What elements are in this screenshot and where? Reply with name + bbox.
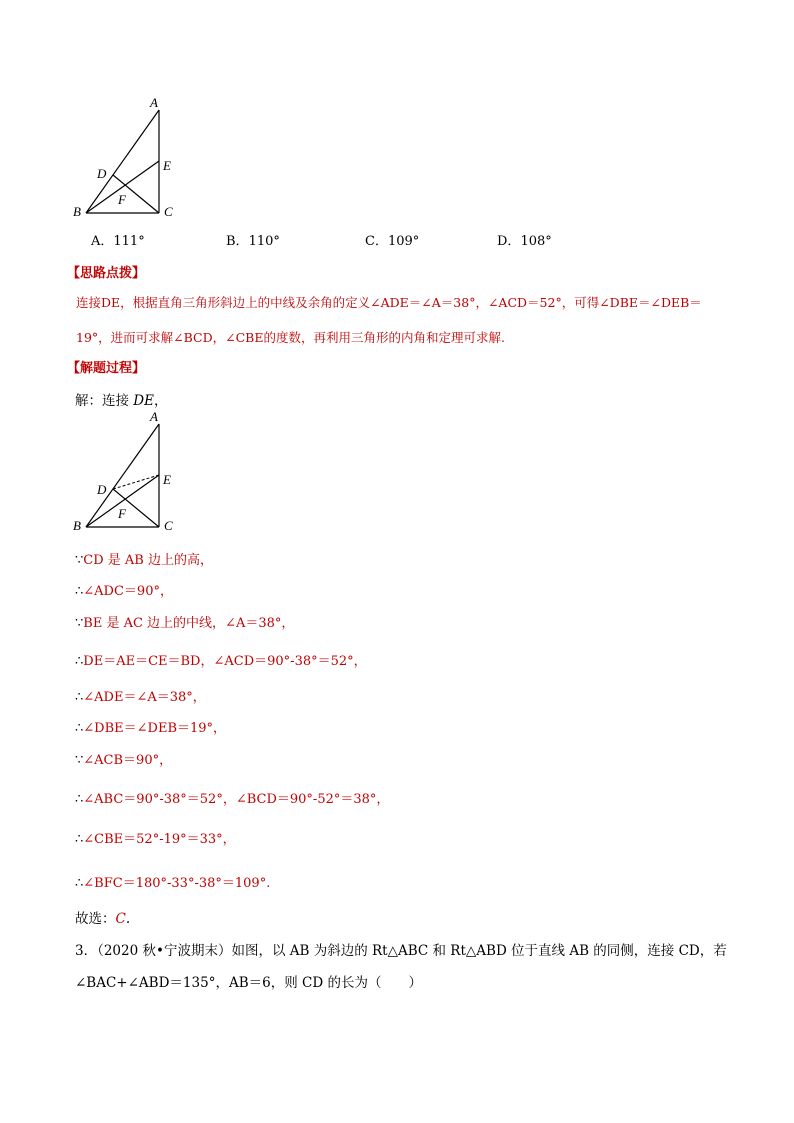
solution-heading: 【解题过程】 xyxy=(67,361,146,376)
solution-step: ∴∠DBE＝∠DEB＝19°， xyxy=(75,721,227,736)
solution-step: ∴∠ABC＝90°-38°＝52°，∠BCD＝90°-52°＝38°， xyxy=(75,792,390,807)
solution-step: ∵∠ACB＝90°， xyxy=(75,753,173,768)
label-d: D xyxy=(97,482,107,497)
label-a: A xyxy=(150,409,158,424)
label-c: C xyxy=(164,204,173,219)
solution-step: ∴∠ADC＝90°， xyxy=(75,584,173,599)
question-3-line-2: ∠BAC+∠ABD＝135°，AB＝6，则 CD 的长为（ ） xyxy=(75,975,422,991)
solution-step: ∴∠ADE＝∠A＝38°， xyxy=(75,690,206,705)
label-b: B xyxy=(73,518,81,533)
option-d: D．108° xyxy=(497,234,552,249)
option-c: C．109° xyxy=(365,234,420,249)
label-b: B xyxy=(73,204,81,219)
figure-2-triangle xyxy=(68,406,188,536)
solution-step: ∵BE 是 AC 边上的中线，∠A＝38°， xyxy=(75,616,295,631)
dashed-segment-de xyxy=(113,475,159,489)
solution-step: ∵CD 是 AB 边上的高， xyxy=(75,553,213,568)
option-b: B．110° xyxy=(226,234,280,249)
answer-line: 故选：C. xyxy=(75,911,131,927)
hint-line-1: 连接DE，根据直角三角形斜边上的中线及余角的定义∠ADE＝∠A＝38°，∠ACD＝52°，可得∠DBE＝∠DEB＝ xyxy=(76,295,702,310)
solution-step: ∴∠CBE＝52°-19°＝33°， xyxy=(75,832,236,847)
question-3-line-1: 3．（2020 秋•宁波期末）如图，以 AB 为斜边的 Rt△ABC 和 Rt△ABD 位于直线 AB 的同侧，连接 CD，若 xyxy=(75,943,727,959)
figure-1-triangle xyxy=(68,92,188,222)
label-f: F xyxy=(118,506,126,521)
hint-heading: 【思路点拨】 xyxy=(67,266,146,281)
label-a: A xyxy=(150,95,158,110)
label-c: C xyxy=(164,518,173,533)
label-e: E xyxy=(163,158,171,173)
label-e: E xyxy=(163,472,171,487)
solution-intro: 解：连接 DE， xyxy=(75,393,168,409)
hint-line-2: 19°，进而可求解∠BCD，∠CBE的度数，再利用三角形的内角和定理可求解. xyxy=(76,330,505,345)
label-d: D xyxy=(97,166,107,181)
label-f: F xyxy=(118,192,126,207)
solution-step: ∴∠BFC＝180°-33°-38°＝109°. xyxy=(75,876,271,891)
solution-step: ∴DE＝AE＝CE＝BD，∠ACD＝90°-38°＝52°， xyxy=(75,654,367,669)
option-a: A．111° xyxy=(91,234,145,249)
